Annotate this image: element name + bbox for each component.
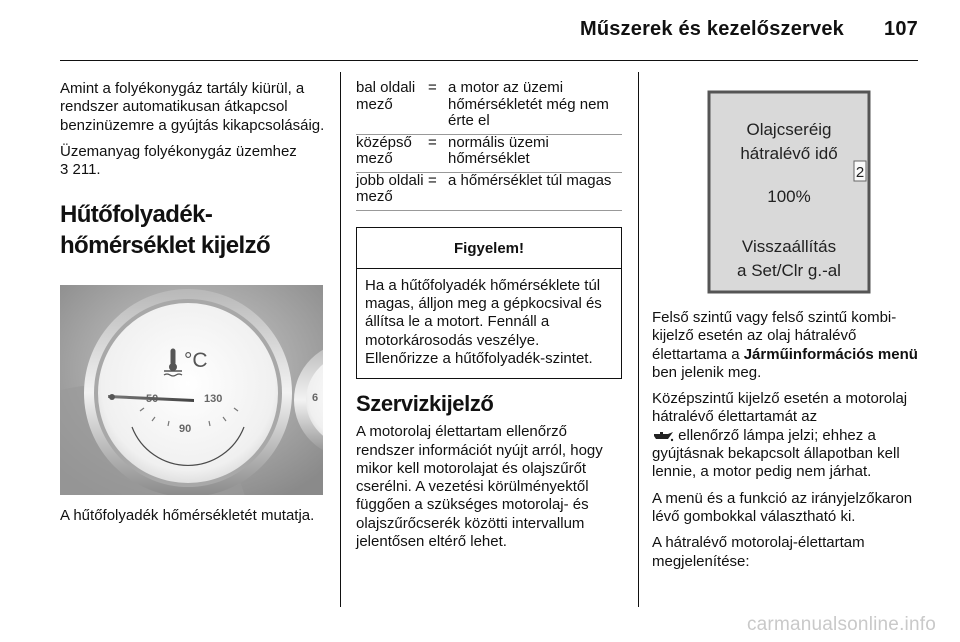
- service-paragraph: A motorolaj élettartam ellenőrző rendszer információt nyújt arról, hogy mikor kell motorolajat és olajszűrőt cserélni. A vezetési körülményektől függően a szükséges motorolaj- és olajszűrőcserék közötti intervallum jelentősen eltérő lehet.: [356, 423, 603, 551]
- reference-arrow-icon: 3: [60, 161, 69, 179]
- display-line-2: hátralévő idő: [740, 144, 838, 163]
- oil-life-paragraph-4: A hátralévő motorolaj-élettartam megjelenítése:: [652, 534, 865, 570]
- display-value: 100%: [767, 187, 811, 206]
- display-page-indicator: 2: [855, 164, 865, 181]
- lpg-reference-paragraph: Üzemanyag folyékonygáz üzemhez 3 211.: [60, 142, 297, 179]
- display-line-1: Olajcseréig: [746, 120, 832, 139]
- display-line-4: a Set/Clr g.-al: [737, 261, 841, 280]
- reference-page[interactable]: 211.: [72, 161, 101, 179]
- gauge-zone-definitions: [356, 80, 622, 211]
- column-divider-left: [340, 72, 341, 607]
- definition-row: középső mező = normális üzemi hőmérséklet: [356, 134, 622, 172]
- page-header: [580, 18, 918, 41]
- oil-life-paragraph-1: Felső szintű vagy felső szintű kombi-kijelző esetén az olaj hátralévő élettartama a Járműinformációs menü ben jelenik meg.: [652, 309, 918, 381]
- lpg-paragraph: Amint a folyékonygáz tartály kiürül, a rendszer automatikusan átkapcsol benzinüzemre a gyújtás kikapcsolásáig.: [60, 80, 325, 134]
- gauge-caption: A hűtőfolyadék hőmérsékletét mutatja.: [60, 507, 315, 525]
- column-2: [356, 80, 622, 559]
- display-line-3: Visszaállítás: [741, 237, 837, 256]
- definition-row: jobb oldali mező = a hőmérséklet túl magas: [356, 172, 622, 210]
- warning-box: [356, 227, 622, 380]
- gauge-tick-mid: 90: [179, 423, 192, 436]
- warning-body: Ha a hűtőfolyadék hőmérséklete túl magas, álljon meg a gépkocsival és állítsa le a motort. Fennáll a motorkárosodás veszélye. Ellenőrizze a hűtőfolyadék-szintet.: [365, 276, 602, 367]
- chapter-title: Műszerek és kezelőszervek: [579, 18, 845, 40]
- service-heading: Szervizkijelző: [356, 391, 494, 417]
- vehicle-info-menu-term: Járműinformációs menü: [743, 345, 918, 363]
- oil-can-icon: [652, 429, 674, 443]
- definition-row: bal oldali mező = a motor az üzemi hőmérsékletét még nem érte el: [356, 80, 622, 134]
- unit-label: °C: [184, 349, 208, 373]
- oil-life-paragraph-3: A menü és a funkció az irányjelzőkaron lévő gombokkal választható ki.: [652, 489, 913, 525]
- column-3: [652, 80, 928, 579]
- warning-title: Figyelem!: [357, 228, 621, 269]
- column-divider-right: [638, 72, 639, 607]
- oil-life-paragraph-2: Középszintű kijelző esetén a motorolaj hátralévő élettartamát az ellenőrző lámpa jelzi; ehhez a gyújtásnak bekapcsolt állapotban kell lennie, a motor pedig nem járhat.: [652, 390, 908, 481]
- column-1: [60, 80, 326, 534]
- side-gauge-tick: 6: [312, 392, 319, 405]
- coolant-gauge-image: [60, 285, 323, 495]
- gauge-tick-high: 130: [204, 393, 223, 406]
- page-number: 107: [884, 18, 918, 40]
- oil-life-display-image: [652, 89, 914, 297]
- coolant-heading: Hűtőfolyadék-hőmérséklet kijelző: [60, 201, 271, 260]
- watermark: carmanualsonline.info: [746, 614, 936, 635]
- header-rule: [60, 60, 918, 61]
